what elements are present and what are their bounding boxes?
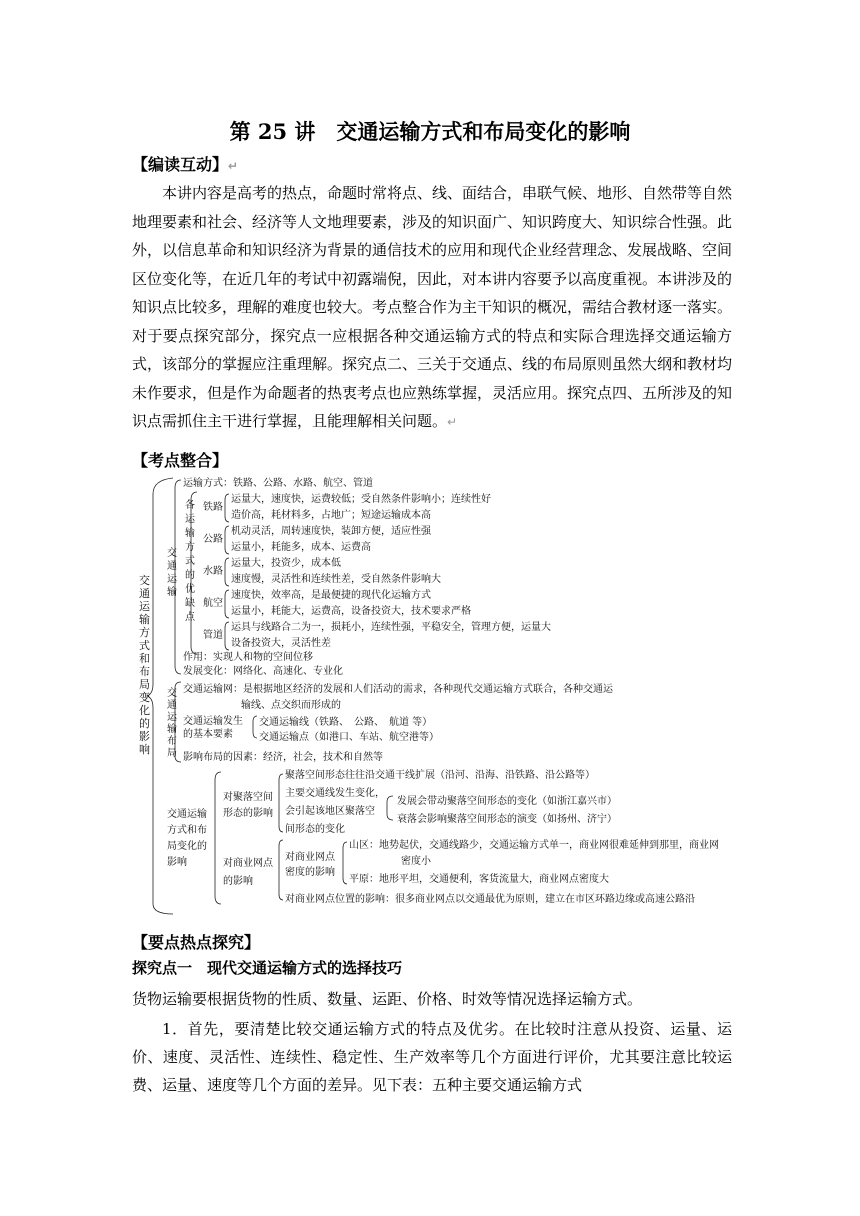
types-vertical: 各运输方式的优缺点 (185, 500, 195, 623)
section-heading-guide (132, 152, 238, 175)
probe-1-heading: 探究点一 现代交通运输方式的选择技巧 (132, 959, 403, 977)
knowledge-structure-diagram (139, 474, 731, 914)
elem-label-1: 交通运输发生 (183, 716, 243, 727)
air-label: 航空 (203, 598, 223, 609)
means-label: 交通运输 (167, 548, 177, 598)
brace-change (215, 772, 221, 904)
elem-line: 交通运输线（铁路、 公路、 航道 等） (259, 717, 433, 728)
water-label: 水路 (203, 566, 223, 577)
mount-1: 山区：地势起伏，交通线路少，交通运输方式单一，商业网很难延伸到那里，商业网 (349, 840, 719, 851)
paragraph-2: 1．首先，要清楚比较交通运输方式的特点及优劣。在比较时注意从投资、运量、运价、速度、灵活性、连续性、稳定性、生产效率等几个方面进行评价，尤其要注意比较运费、运量、速度等几个方面的差异。见下表：五种主要交通运输方式 (132, 1020, 732, 1094)
page-title: 第 25 讲 交通运输方式和布局变化的影响 (229, 119, 631, 144)
layout-label: 交通运输布局 (167, 688, 177, 759)
change-label: 交通运输方式和布局变化的影响 (167, 809, 207, 868)
settle-4: 间形态的变化 (285, 824, 345, 835)
dev-line: 发展变化：网络化、高速化、专业化 (183, 666, 343, 677)
comm-label-1: 对商业网点 (223, 858, 273, 869)
section-heading-text: 【编读互动】 (132, 155, 229, 174)
rail-label: 铁路 (203, 502, 223, 513)
intro-paragraph (132, 179, 732, 437)
root-label: 交通运输方式和布局变化的影响 (139, 574, 150, 756)
elem-point: 交通运输点（如港口、车站、航空港等） (259, 732, 439, 743)
elem-label-2: 的基本要素 (183, 729, 233, 740)
pipe-pro: 运具与线路合二为一，损耗小，连续性强，平稳安全，管理方便，运量大 (231, 622, 551, 633)
settle-6: 衰落会影响聚落空间形态的演变（如扬州、济宁） (397, 814, 617, 825)
water-pro: 运量大，投资少，成本低 (231, 558, 341, 569)
return-mark-icon: ↵ (228, 159, 239, 173)
return-mark-icon: ↵ (447, 415, 458, 429)
settle-1: 聚落空间形态往往沿交通干线扩展（沿河、沿海、沿铁路、沿公路等） (285, 770, 595, 781)
paragraph-1: 货物运输要根据货物的性质、数量、运距、价格、时效等情况选择运输方式。 (132, 990, 643, 1008)
road-con: 运量小，耗能多，成本、运费高 (231, 542, 371, 553)
settle-5: 发展会带动聚落空间形态的变化（如浙江嘉兴市） (397, 796, 617, 807)
role-line: 作用：实现人和物的空间位移 (183, 652, 313, 663)
settle-3: 会引起该地区聚落空 (285, 806, 375, 817)
section-heading-key-points: 【考点整合】 (132, 451, 229, 470)
types-line: 运输方式：铁路、公路、水路、航空、管道 (183, 478, 373, 489)
plain-line: 平原：地形平坦，交通便利，客货流量大，商业网点密度大 (349, 874, 609, 885)
intro-text: 本讲内容是高考的热点，命题时常将点、线、面结合，串联气候、地形、自然带等自然地理要素和社会、经济等人文地理要素，涉及的知识面广、知识跨度大、知识综合性强。此外，以信息革命和知识经济为背景的通信技术的应用和现代企业经营理念、发展战略、空间区位变化等，在近几年的考试中初露端倪，因此，对本讲内容要予以高度重视。本讲涉及的知识点比较多，理解的难度也较大。考点整合作为主干知识的概况，需结合教材逐一落实。对于要点探究部分，探究点一应根据各种交通运输方式的特点和实际合理选择交通运输方式，该部分的掌握应注重理解。探究点二、三关于交通点、线的布局原则虽然大纲和教材均未作要求，但是作为命题者的热衷考点也应熟练掌握，灵活应用。探究点四、五所涉及的知识点需抓住主干进行掌握，且能理解相关问题。 (132, 184, 733, 430)
net-line-1: 交通运输网：是根据地区经济的发展和人们活动的需求，各种现代交通运输方式联合，各种交通运 (183, 684, 613, 695)
settle-2: 主要交通线发生变化， (285, 788, 385, 799)
pipe-label: 管道 (203, 630, 223, 641)
comm-label-2: 的影响 (223, 876, 253, 887)
mount-2: 密度小 (401, 856, 431, 867)
rail-pro: 运量大，速度快，运费较低；受自然条件影响小；连续性好 (231, 494, 491, 505)
rail-con: 造价高，耗材料多，占地广；短途运输成本高 (231, 510, 431, 521)
settle-label-2: 形态的影响 (223, 808, 273, 819)
factor-line: 影响布局的因素：经济，社会，技术和自然等 (183, 752, 383, 763)
air-pro: 速度快，效率高，是最便捷的现代化运输方式 (231, 590, 431, 601)
section-heading-probe: 【要点热点探究】 (132, 933, 261, 952)
road-pro: 机动灵活，周转速度快，装卸方便，适应性强 (231, 526, 431, 537)
air-con: 运量小，耗能大，运费高，设备投资大，技术要求严格 (231, 606, 471, 617)
road-label: 公路 (203, 534, 223, 545)
net-line-2: 输线、点交织而形成的 (241, 700, 341, 711)
settle-label-1: 对聚落空间 (223, 792, 273, 803)
comm-density-1: 对商业网点 (285, 852, 335, 863)
water-con: 速度慢，灵活性和连续性差，受自然条件影响大 (231, 574, 441, 585)
pipe-con: 设备投资大，灵活性差 (231, 638, 331, 649)
pos-line: 对商业网点位置的影响：很多商业网点以交通最优为原则，建立在市区环路边缘或高速公路沿 (285, 894, 695, 905)
comm-density-2: 密度的影响 (285, 867, 335, 878)
